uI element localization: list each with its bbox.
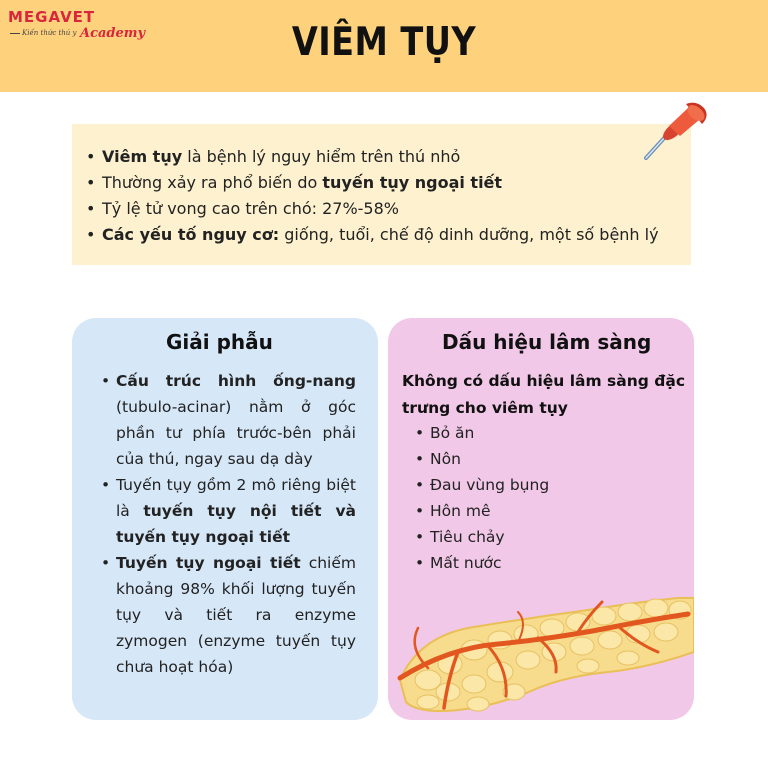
sign-item: • Bỏ ăn xyxy=(430,420,549,446)
intro-item: • Thường xảy ra phổ biến do tuyến tụy ngoại tiết xyxy=(102,170,659,196)
anatomy-item: • Tuyến tụy ngoại tiết chiếm khoảng 98% khối lượng tuyến tụy và tiết ra enzyme zymogen (enzyme tuyến tụy chưa hoạt hóa) xyxy=(116,550,356,680)
logo-tagline: Kiến thức thú y xyxy=(10,29,77,37)
anatomy-item: • Tuyến tụy gồm 2 mô riêng biệt là tuyến tụy nội tiết và tuyến tụy ngoại tiết xyxy=(116,472,356,550)
pancreas-illustration xyxy=(388,588,694,720)
intro-item: • Tỷ lệ tử vong cao trên chó: 27%-58% xyxy=(102,196,659,222)
sign-item: • Đau vùng bụng xyxy=(430,472,549,498)
intro-list xyxy=(102,144,659,248)
intro-box xyxy=(72,124,691,265)
sign-item: • Hôn mê xyxy=(430,498,549,524)
anatomy-item: • Cấu trúc hình ống-nang (tubulo-acinar) nằm ở góc phần tư phía trước-bên phải của thú, ngay sau dạ dày xyxy=(116,368,356,472)
sign-item: • Nôn xyxy=(430,446,549,472)
anatomy-card xyxy=(72,318,378,720)
anatomy-list xyxy=(116,368,356,680)
logo-sub: Academy xyxy=(80,26,146,41)
page-title: VIÊM TỤY xyxy=(291,20,477,65)
anatomy-title: Giải phẫu xyxy=(166,330,273,354)
intro-item: • Các yếu tố nguy cơ: giống, tuổi, chế độ dinh dưỡng, một số bệnh lý xyxy=(102,222,659,248)
sign-item: • Tiêu chảy xyxy=(430,524,549,550)
push-pin-icon xyxy=(636,96,718,164)
signs-title: Dấu hiệu lâm sàng xyxy=(442,330,652,354)
logo-brand: MEGAVET xyxy=(8,8,96,26)
intro-item: • Viêm tụy là bệnh lý nguy hiểm trên thú nhỏ xyxy=(102,144,659,170)
header-banner xyxy=(0,0,768,92)
sign-item: • Mất nước xyxy=(430,550,549,576)
signs-list xyxy=(430,420,549,576)
clinical-signs-card xyxy=(388,318,694,720)
signs-intro: Không có dấu hiệu lâm sàng đặc trưng cho viêm tụy xyxy=(402,372,686,417)
